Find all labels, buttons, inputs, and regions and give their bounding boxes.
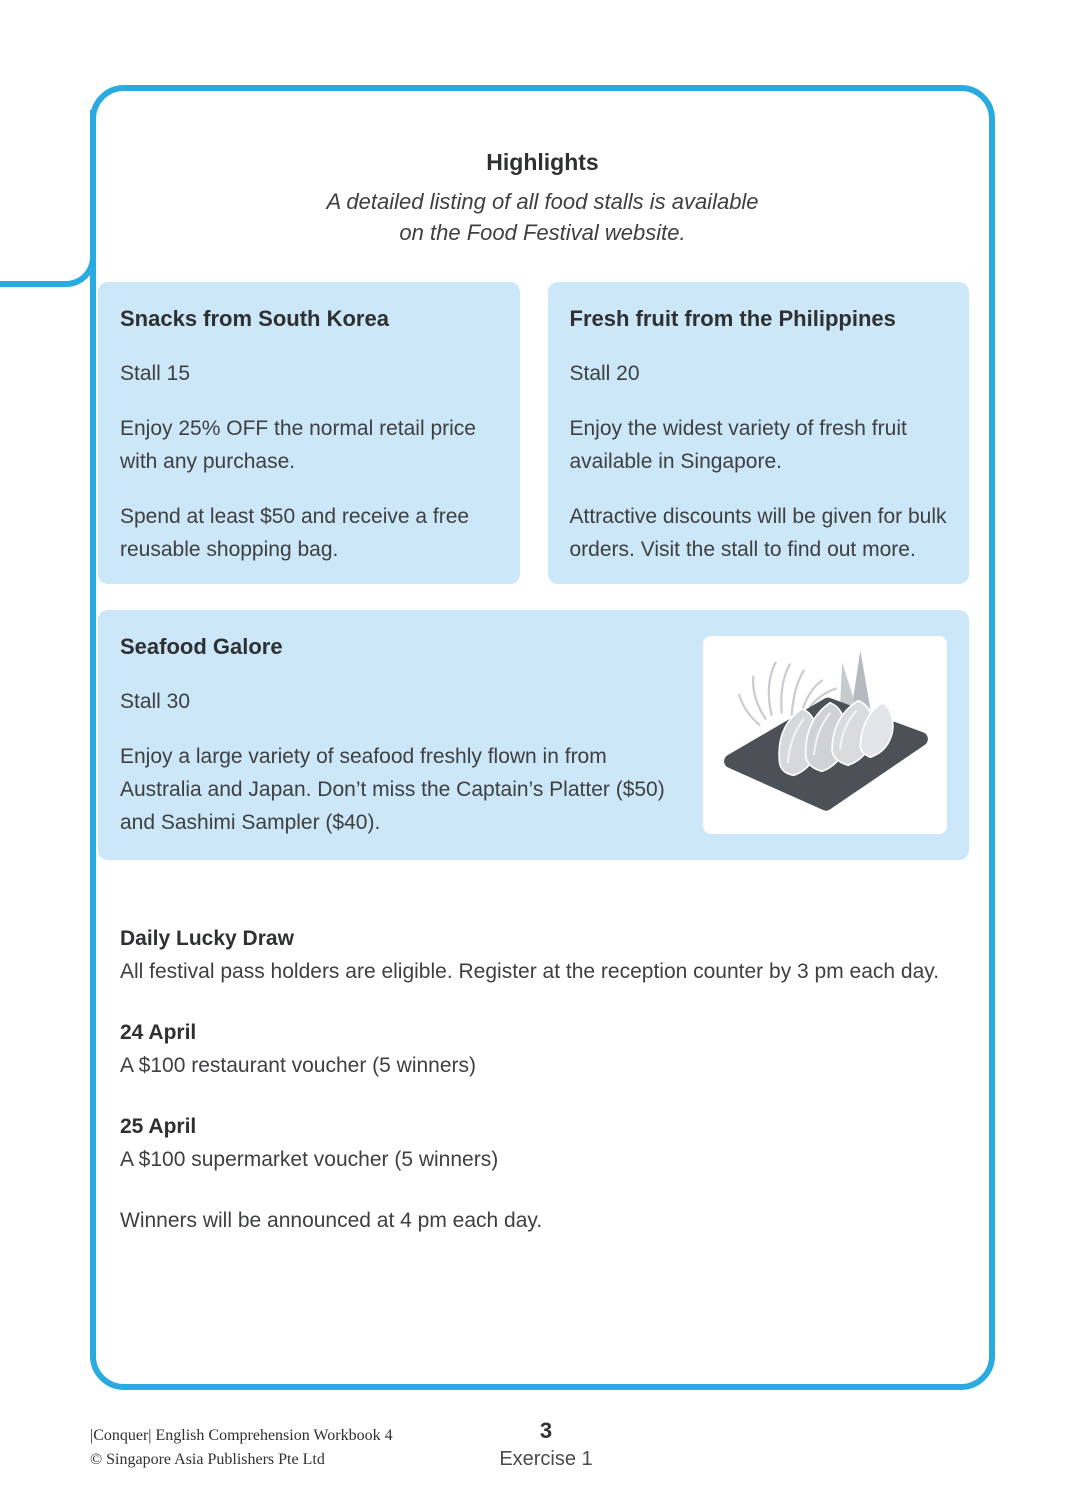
lucky-draw-title: Daily Lucky Draw [120, 927, 294, 950]
lucky-entry-prize: A $100 restaurant voucher (5 winners) [120, 1054, 477, 1077]
lucky-draw-intro: All festival pass holders are eligible. Register at the reception counter by 3 pm each day. [120, 960, 940, 983]
stall-box-seafood [98, 610, 969, 860]
highlights-title: Highlights [486, 149, 599, 175]
lucky-draw-closing: Winners will be announced at 4 pm each day. [120, 1209, 543, 1232]
sashimi-platter-image [703, 636, 947, 834]
stall-box-snacks [98, 282, 520, 584]
stall-box-fruit [548, 282, 970, 584]
highlights-section [96, 149, 989, 248]
lucky-entry-date: 25 April [120, 1115, 197, 1138]
stall-box-title: Snacks from South Korea [120, 306, 389, 331]
previous-flyer-corner [0, 110, 96, 287]
stall-paragraph: Enjoy the widest variety of fresh fruit available in Singapore. [569, 417, 907, 473]
footer-center [0, 1418, 1092, 1471]
stall-boxes-row [98, 282, 969, 584]
page-number: 3 [539, 1418, 553, 1443]
footer-imprint-line1: |Conquer| English Comprehension Workbook 4 [90, 1427, 393, 1444]
stall-box-title: Seafood Galore [120, 634, 283, 659]
stall-box-title: Fresh fruit from the Philippines [569, 306, 896, 331]
stall-number: Stall 15 [120, 362, 191, 385]
highlights-subtitle-line2: on the Food Festival website. [399, 220, 686, 245]
stall-paragraph: Enjoy a large variety of seafood freshly flown in from Australia and Japan. Don’t miss the Captain’s Platter ($50) and Sashimi Sampler ($40). [120, 745, 665, 834]
stall-number: Stall 20 [569, 362, 640, 385]
highlights-subtitle-line1: A detailed listing of all food stalls is available [326, 189, 759, 214]
footer-imprint-line2: © Singapore Asia Publishers Pte Ltd [90, 1451, 325, 1468]
seafood-text [120, 630, 679, 842]
stall-paragraph: Enjoy 25% OFF the normal retail price with any purchase. [120, 417, 476, 473]
stall-paragraph: Spend at least $50 and receive a free reusable shopping bag. [120, 505, 470, 561]
stall-number: Stall 30 [120, 690, 191, 713]
lucky-entry-prize: A $100 supermarket voucher (5 winners) [120, 1148, 499, 1171]
flyer-border [90, 85, 995, 1390]
lucky-entry-date: 24 April [120, 1021, 197, 1044]
lucky-draw-section [120, 922, 949, 1237]
exercise-label: Exercise 1 [499, 1448, 593, 1470]
stall-paragraph: Attractive discounts will be given for bulk orders. Visit the stall to find out more. [569, 505, 947, 561]
sashimi-illustration [709, 642, 941, 828]
